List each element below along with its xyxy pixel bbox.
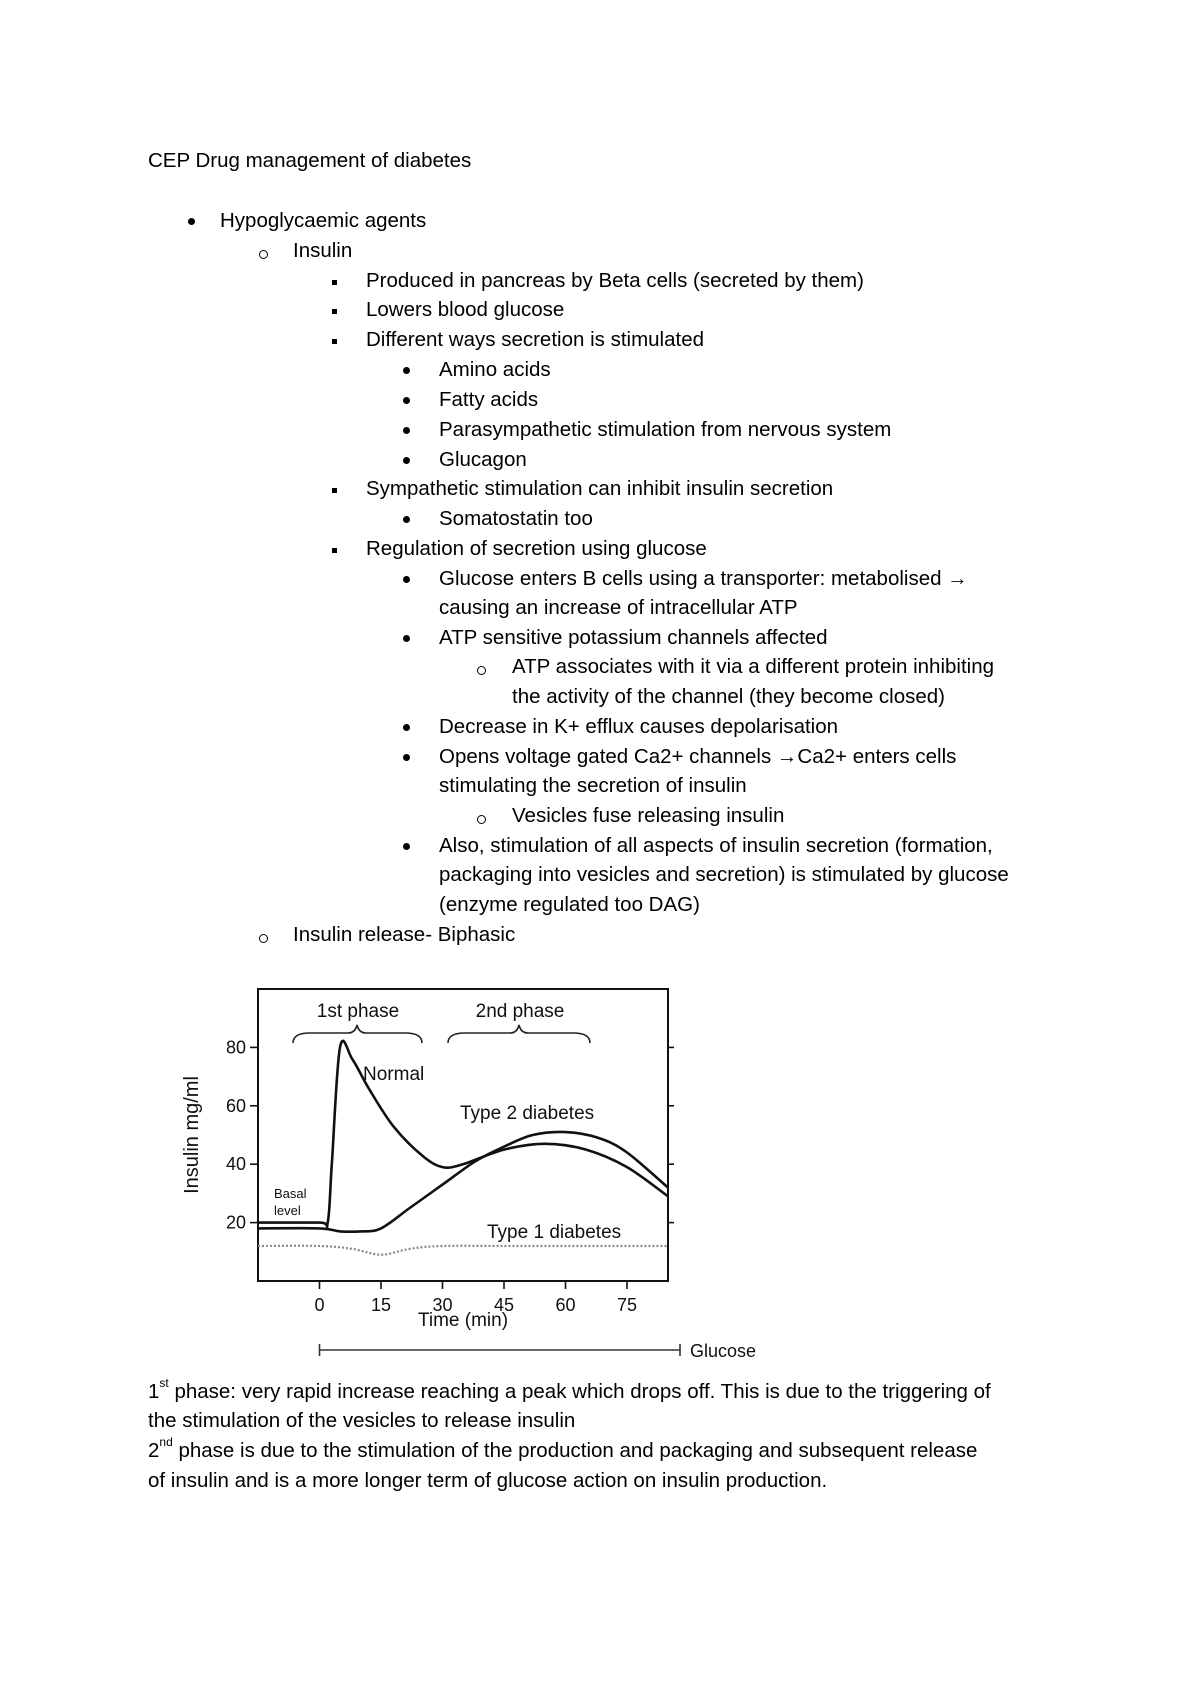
list-item: Insulin	[293, 239, 353, 262]
bullet-square	[332, 488, 337, 493]
y-tick-label: 60	[225, 1095, 246, 1116]
x-tick-label: 0	[314, 1295, 325, 1315]
list-item-continuation: the activity of the channel (they become closed)	[512, 685, 946, 708]
bullet-disc	[403, 754, 410, 761]
list-item: Glucose enters B cells using a transporter: metabolised →	[439, 567, 968, 590]
list-item: Opens voltage gated Ca2+ channels →Ca2+ enters cells	[439, 745, 957, 768]
paragraph-phase-2-line-2: of insulin and is a more longer term of glucose action on insulin production.	[148, 1469, 828, 1492]
list-item: Produced in pancreas by Beta cells (secreted by them)	[366, 269, 864, 292]
list-item: Sympathetic stimulation can inhibit insulin secretion	[366, 477, 834, 500]
insulin-release-chart	[160, 975, 757, 1361]
ordinal-suffix: nd	[159, 1435, 173, 1450]
list-item: Different ways secretion is stimulated	[366, 328, 705, 351]
x-tick-label: 60	[555, 1295, 576, 1315]
paragraph-text: phase: very rapid increase reaching a peak which drops off. This is due to the triggering of	[168, 1380, 991, 1403]
bullet-disc	[403, 367, 410, 374]
y-tick-label: 40	[225, 1154, 246, 1175]
list-item: Vesicles fuse releasing insulin	[512, 804, 785, 827]
list-item: Insulin release- Biphasic	[293, 923, 516, 946]
series-label-type2: Type 2 diabetes	[460, 1103, 595, 1124]
annotation-basal: Basal	[274, 1186, 307, 1201]
bullet-disc	[403, 427, 410, 434]
glucose-indicator	[320, 1344, 681, 1356]
list-item: Parasympathetic stimulation from nervous system	[439, 418, 892, 441]
y-tick-label: 20	[225, 1212, 246, 1233]
bullet-square	[332, 548, 337, 553]
page-title: CEP Drug management of diabetes	[148, 149, 472, 172]
series-label-type1: Type 1 diabetes	[487, 1222, 622, 1243]
bullet-square	[332, 339, 337, 344]
x-tick-label: 45	[493, 1295, 515, 1315]
list-item: Amino acids	[439, 358, 551, 381]
x-tick-label: 75	[616, 1295, 638, 1315]
list-item: Lowers blood glucose	[366, 298, 565, 321]
y-tick-label: 80	[225, 1037, 246, 1058]
glucose-label: Glucose	[690, 1341, 757, 1361]
paragraph-text: phase is due to the stimulation of the production and packaging and subsequent release	[172, 1439, 978, 1462]
bullet-disc	[403, 397, 410, 404]
bullet-circle	[477, 815, 486, 824]
ordinal-number: 1	[148, 1380, 160, 1403]
bullet-disc	[403, 516, 410, 523]
y-axis-title: Insulin mg/ml	[181, 1076, 203, 1194]
bullet-disc	[403, 576, 410, 583]
phase-1-label: 1st phase	[316, 1001, 400, 1022]
bullet-circle	[477, 666, 486, 675]
list-item: Hypoglycaemic agents	[220, 209, 427, 232]
list-item: ATP associates with it via a different protein inhibiting	[512, 655, 995, 678]
bullet-circle	[259, 250, 268, 259]
list-item: Glucagon	[439, 448, 527, 471]
x-tick-label: 30	[432, 1295, 453, 1315]
series-label-normal: Normal	[363, 1064, 425, 1085]
list-item: ATP sensitive potassium channels affected	[439, 626, 828, 649]
list-item: Also, stimulation of all aspects of insulin secretion (formation,	[439, 834, 993, 857]
list-item-continuation: packaging into vesicles and secretion) is stimulated by glucose	[439, 863, 1009, 886]
list-item-continuation: stimulating the secretion of insulin	[439, 774, 747, 797]
list-item: Somatostatin too	[439, 507, 593, 530]
list-item: Decrease in K+ efflux causes depolarisation	[439, 715, 839, 738]
bullet-square	[332, 280, 337, 285]
list-item-continuation: (enzyme regulated too DAG)	[439, 893, 700, 916]
bullet-disc	[403, 635, 410, 642]
bullet-square	[332, 309, 337, 314]
annotation-level: level	[274, 1203, 301, 1218]
phase-2-label: 2nd phase	[475, 1001, 565, 1022]
list-item: Fatty acids	[439, 388, 539, 411]
bullet-disc	[403, 843, 410, 850]
ordinal-suffix: st	[159, 1376, 169, 1391]
bullet-disc	[403, 724, 410, 731]
x-tick-label: 15	[370, 1295, 392, 1315]
paragraph-phase-2-line-1	[148, 1437, 977, 1465]
paragraph-phase-1-line-2: the stimulation of the vesicles to release insulin	[148, 1409, 576, 1432]
bullet-circle	[259, 934, 268, 943]
ordinal-number: 2	[148, 1439, 160, 1462]
list-item: Regulation of secretion using glucose	[366, 537, 707, 560]
list-item-continuation: causing an increase of intracellular ATP	[439, 596, 798, 619]
x-axis-title: Time (min)	[417, 1310, 509, 1331]
bullet-disc	[403, 457, 410, 464]
paragraph-phase-1-line-1	[148, 1378, 991, 1406]
bullet-disc	[188, 218, 195, 225]
